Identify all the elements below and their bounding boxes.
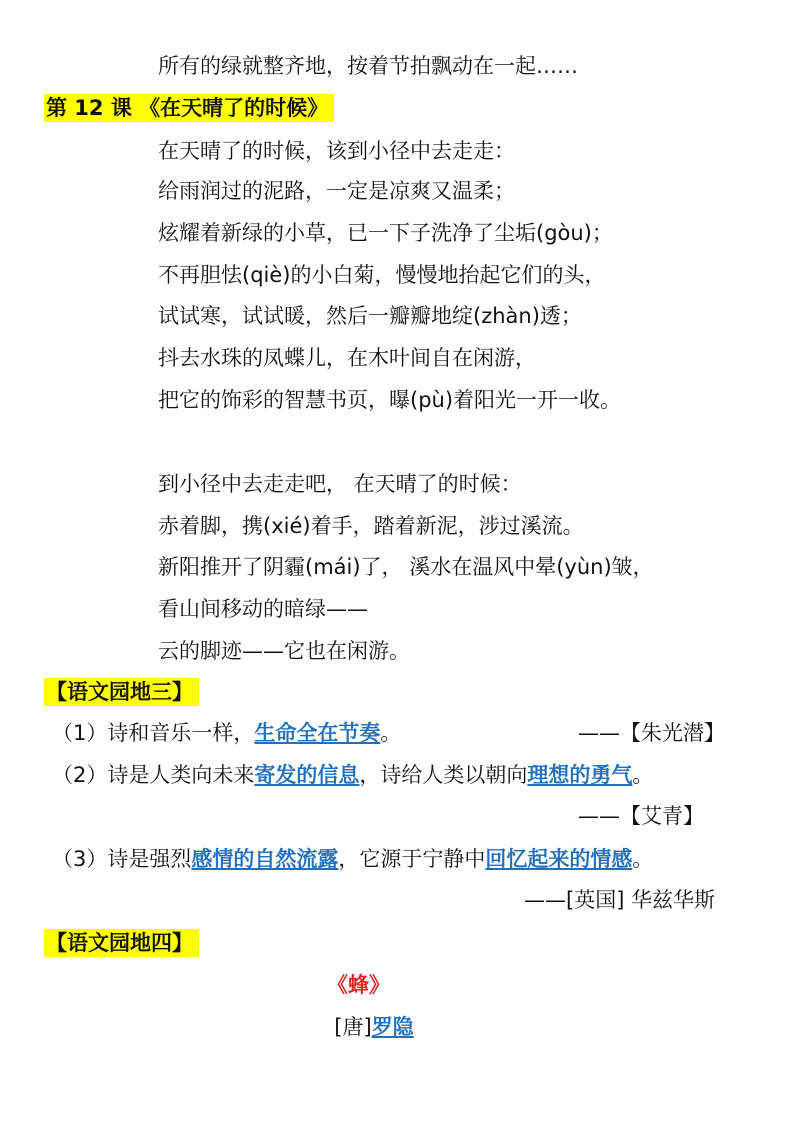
dynasty: [唐] (334, 1015, 372, 1039)
poem-line: 到小径中去走走吧， 在天晴了的时候： (158, 472, 522, 496)
quote-text: ，诗给人类以朝向 (359, 763, 528, 787)
poem-line: 抖去水珠的凤蝶儿，在木叶间自在闲游， (158, 346, 536, 370)
poem-author-line (0, 1013, 748, 1041)
quote-text: （1）诗和音乐一样， (52, 721, 255, 745)
previous-poem-last-line: 所有的绿就整齐地，按着节拍飘动在一起…… (158, 54, 578, 78)
quote-text: ，它源于宁静中 (338, 847, 486, 871)
quote-3-author: ——[英国] 华兹华斯 (524, 888, 716, 912)
quote-2 (52, 761, 653, 789)
poem-line: 看山间移动的暗绿—— (158, 597, 368, 621)
poem-line: 赤着脚，携(xié)着手，踏着新泥，涉过溪流。 (158, 514, 584, 538)
quote-punct: 。 (632, 847, 654, 871)
poem-line: 不再胆怯(qiè)的小白菊，慢慢地抬起它们的头， (158, 263, 606, 287)
lesson-12-heading (44, 94, 334, 122)
garden-4-heading-text: 【语文园地四】 (44, 929, 199, 957)
poem-title: 《蜂》 (327, 973, 390, 997)
poem-line: 在天晴了的时候，该到小径中去走走： (158, 139, 515, 163)
poem-line: 云的脚迹——它也在闲游。 (158, 639, 410, 663)
garden-3-heading-text: 【语文园地三】 (44, 678, 199, 706)
quote-1-author: ——【朱光潜】 (578, 721, 725, 745)
lesson-heading-text: 第 12 课 《在天晴了的时候》 (44, 94, 334, 122)
quote-3 (52, 845, 653, 873)
key-phrase: 理想的勇气 (527, 763, 633, 787)
quote-2-author: ——【艾青】 (578, 804, 704, 828)
poet-name: 罗隐 (371, 1015, 414, 1039)
quote-punct: 。 (632, 763, 654, 787)
poem-line: 炫耀着新绿的小草，已一下子洗净了尘垢(gòu)； (158, 221, 613, 245)
key-phrase: 回忆起来的情感 (485, 847, 633, 871)
quote-text: （3）诗是强烈 (52, 847, 192, 871)
key-phrase: 寄发的信息 (254, 763, 360, 787)
garden-3-heading (44, 678, 199, 706)
poem-line: 把它的饰彩的智慧书页，曝(pù)着阳光一开一收。 (158, 388, 622, 412)
poem-line: 试试寒，试试暖，然后一瓣瓣地绽(zhàn)透； (158, 304, 582, 328)
poem-line: 新阳推开了阴霾(mái)了， 溪水在温风中晕(yùn)皱， (158, 555, 654, 579)
poem-line: 给雨润过的泥路，一定是凉爽又温柔； (158, 179, 515, 203)
quote-punct: 。 (380, 721, 402, 745)
quote-text: （2）诗是人类向未来 (52, 763, 255, 787)
key-phrase: 生命全在节奏 (254, 721, 381, 745)
garden-4-heading (44, 929, 199, 957)
key-phrase: 感情的自然流露 (191, 847, 339, 871)
quote-1 (52, 719, 401, 747)
